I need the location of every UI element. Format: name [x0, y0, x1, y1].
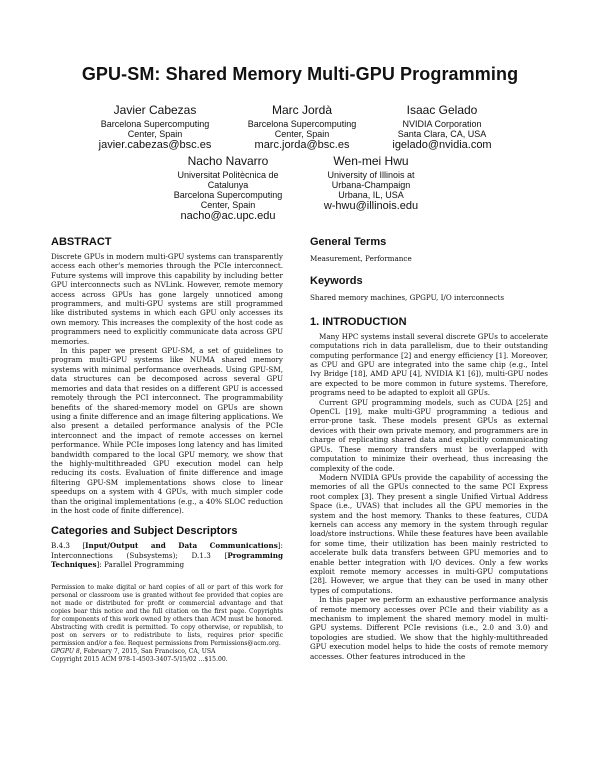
author-name: Wen-mei Hwu — [333, 154, 409, 168]
keywords-text: Shared memory machines, GPGPU, I/O interconnects — [310, 293, 505, 303]
abstract-heading: ABSTRACT — [51, 236, 112, 248]
author-email: igelado@nvidia.com — [392, 139, 492, 151]
author-block — [347, 103, 537, 152]
copyright-line: Copyright 2015 ACM 978-1-4503-3407-5/15/02 ...$15.00. — [51, 656, 228, 664]
author-name: Javier Cabezas — [113, 103, 197, 117]
author-email: javier.cabezas@bsc.es — [98, 139, 212, 151]
general-terms-heading: General Terms — [310, 236, 387, 248]
introduction-paragraph: Modern NVIDIA GPUs provide the capability of accessing the memories of all the GPUs connected to the same PCI Express root complex [3]. They present a single Unified Virtual Address Space (i.e., UVAS) that includes all the GPU memories in the system and the host memory. Thanks to these features, CUDA kernels can access any memory in the system through regular load/store instructions. While these features have been available for some time, their utilization has been mainly restricted to accelerate bulk data transfers between GPU memories and to enable better integration with I/O devices. Only a few works exploit remote memory accesses in multi-GPU computations [28]. However, we argue that they can be used in many other types of computations. — [310, 472, 548, 595]
introduction-paragraph: Many HPC systems install several discrete GPUs to accelerate computations rich in data parallelism, due to their outstanding computing performance [2] and energy efficiency [1]. Moreover, as CPU and GPU are integrated into the same chip (e.g., Intel Ivy Bridge [18], AMD APU [4], NVIDIA K1 [6]), multi-GPU nodes are expected to be more common in future systems. Therefore, programs need to be adapted to exploit all GPUs. — [310, 331, 548, 398]
author-name: Marc Jordà — [271, 103, 333, 117]
author-name: Nacho Navarro — [187, 154, 269, 168]
abstract-paragraph: In this paper we present GPU-SM, a set of guidelines to program multi-GPU systems like NUMA shared memory systems with minimal performance overheads. Using GPU-SM, data structures can be decomposed across several GPU memories and data that resides on a different GPU is accessed remotely through the PCI interconnect. The programmability benefits of the shared-memory model on GPUs are shown using a finite difference and an image filtering applications. We also present a detailed performance analysis of the PCIe interconnect and the impact of remote accesses on kernel performance. While PCIe imposes long latency and has limited bandwidth compared to the local GPU memory, we show that the highly-multithreaded GPU execution model can help reducing its costs. Evaluation of finite difference and image filtering GPU-SM implementations shows close to linear speedups on a system with 4 GPUs, with much simpler code than the original implementations (e.g., a 40% SLOC reduction in the host code of finite difference). — [51, 346, 283, 515]
permission-block — [51, 584, 283, 664]
venue-line: GPGPU 8, February 7, 2015, San Francisco, CA, USA — [51, 647, 216, 655]
categories-text: B.4.3 [Input/Output and Data Communications]: Interconnections (Subsystems); D.1.3 [Programming Techniques]: Parallel Programming — [51, 541, 283, 570]
author-affiliation: University of Illinois at — [327, 170, 415, 180]
author-affiliation: Center, Spain — [200, 200, 256, 210]
author-affiliation: NVIDIA Corporation — [402, 119, 482, 129]
author-affiliation: Universitat Politècnica de — [177, 170, 279, 180]
author-affiliation: Center, Spain — [127, 129, 183, 139]
introduction-paragraph: In this paper we perform an exhaustive performance analysis of remote memory accesses over PCIe and their viability as a mechanism to implement the shared memory model in multi-GPU systems. Different PCIe revisions (i.e., 2.0 and 3.0) and topologies are studied. We show that the highly-multithreaded GPU execution model helps to hide the costs of remote memory accesses. Other features introduced in the — [310, 595, 548, 661]
author-affiliation: Santa Clara, CA, USA — [397, 129, 487, 139]
author-affiliation: Barcelona Supercomputing — [247, 119, 357, 129]
abstract-paragraph: Discrete GPUs in modern multi-GPU systems can transparently access each other's memories through the PCIe interconnect. Future systems will improve this capability by including better GPU interconnects such as NVLink. However, remote memory access across GPUs has gone largely unnoticed among programmers, and multi-GPU systems are still programmed like distributed systems in which each GPU only accesses its own memory. This increases the complexity of the host code as programmers need to explicitly communicate data across GPU memories. — [51, 252, 283, 346]
author-affiliation: Barcelona Supercomputing — [173, 190, 283, 200]
introduction-heading: 1. INTRODUCTION — [310, 315, 407, 328]
keywords-heading: Keywords — [310, 275, 363, 288]
author-affiliation: Catalunya — [207, 180, 249, 190]
author-email: marc.jorda@bsc.es — [254, 139, 350, 151]
author-block — [276, 154, 466, 213]
author-email: w-hwu@illinois.edu — [323, 200, 419, 212]
general-terms-text: Measurement, Performance — [310, 254, 412, 263]
author-affiliation: Barcelona Supercomputing — [100, 119, 210, 129]
author-name: Isaac Gelado — [406, 103, 478, 117]
paper-title: GPU-SM: Shared Memory Multi-GPU Programming — [81, 64, 519, 84]
left-column — [51, 236, 283, 664]
introduction-paragraph: Current GPU programming models, such as CUDA [25] and OpenCL [19], make multi-GPU programming a tedious and error-prone task. These models present GPUs as external devices with their own private memory, and programmers are in charge of replicating shared data and explicitly communicating GPUs. These memory transfers must be overlapped with computation to minimize their overhead, thus increasing the complexity of the code. — [310, 397, 548, 473]
author-affiliation: Urbana, IL, USA — [338, 190, 404, 200]
categories-heading: Categories and Subject Descriptors — [51, 525, 238, 538]
permission-text: Permission to make digital or hard copies of all or part of this work for personal or classroom use is granted without fee provided that copies are not made or distributed for profit or commercial advantage and that copies bear this notice and the full citation on the first page. Copyrights for components of this work owned by others than ACM must be honored. Abstracting with credit is permitted. To copy otherwise, or republish, to post on servers or to redistribute to lists, requires prior specific permission and/or a fee. Request permissions from Permissions@acm.org. — [51, 583, 283, 647]
author-affiliation: Center, Spain — [274, 129, 330, 139]
author-email: nacho@ac.upc.edu — [180, 210, 276, 222]
right-column — [310, 236, 548, 661]
author-affiliation: Urbana-Champaign — [331, 180, 411, 190]
